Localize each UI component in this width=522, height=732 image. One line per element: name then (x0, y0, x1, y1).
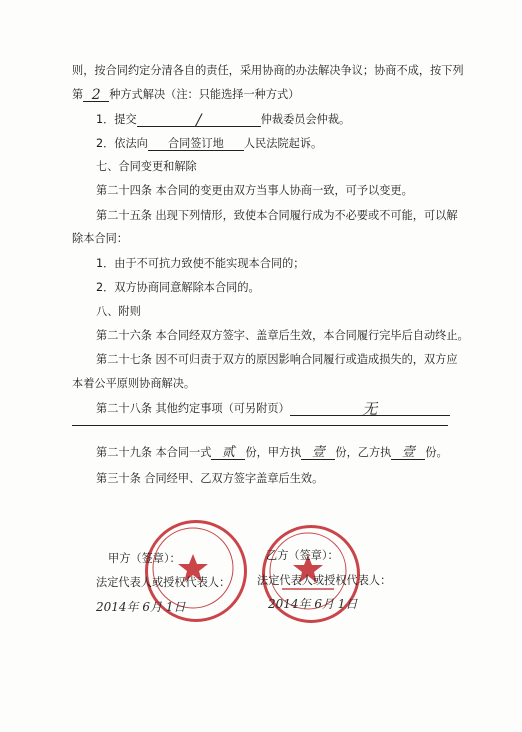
party-b-label: 乙方（签章）： (266, 549, 339, 562)
article-29-mid-1: 份，甲方执 (245, 446, 302, 459)
article-28-extra-line (72, 425, 448, 426)
article-25-line-2: 除本合同： (72, 232, 128, 245)
party-b-date: 2014年 6月 1日 (268, 597, 358, 611)
option-2-suffix: 人民法院起诉。 (243, 137, 323, 150)
article-25-line-1: 第二十五条 出现下列情形，致使本合同履行成为不必要或不可能，可以解 (96, 209, 458, 222)
article-25-item-2: 2．双方协商同意解除本合同的。 (96, 281, 260, 294)
option-2-label: 2．依法向 (96, 137, 148, 150)
handwritten-copies-total: 贰 (211, 446, 245, 460)
article-30: 第三十条 合同经甲、乙双方签字盖章后生效。 (96, 472, 324, 485)
article-29-mid-2: 份，乙方执 (335, 446, 392, 459)
article-24: 第二十四条 本合同的变更由双方当事人协商一致，可予以变更。 (96, 184, 413, 197)
article-28-line (96, 402, 450, 416)
section-8-heading: 八、附则 (96, 305, 141, 318)
section-7-heading: 七、合同变更和解除 (96, 160, 197, 173)
handwritten-choice: 2 (83, 88, 109, 102)
article-27-line-1: 第二十七条 因不可归责于双方的原因影响合同履行或造成损失的，双方应 (96, 353, 458, 366)
text-line-2 (72, 88, 299, 102)
party-a-label: 甲方（签章）： (108, 552, 181, 565)
party-a-date: 2014年 6月 1日 (96, 600, 186, 614)
text-prefix: 第 (72, 88, 84, 101)
handwritten-other-terms: 无 (290, 402, 450, 416)
article-29-line (96, 446, 448, 460)
article-25-item-1: 1．由于不可抗力致使不能实现本合同的； (96, 257, 305, 270)
option-2-line (96, 137, 322, 151)
option-1-suffix: 仲裁委员会仲裁。 (260, 113, 351, 126)
article-29-suffix: 份。 (425, 446, 448, 459)
option-1-label: 1．提交 (96, 113, 137, 126)
handwritten-copies-a: 壹 (301, 446, 335, 460)
handwritten-copies-b: 壹 (391, 446, 425, 460)
court-location-field: 合同签订地 (148, 137, 244, 151)
article-28-label: 第二十八条 其他约定事项（可另附页） (96, 402, 290, 415)
article-29-label: 第二十九条 本合同一式 (96, 446, 212, 459)
handwritten-arbitration-blank: / (137, 113, 261, 127)
party-b-representative: 法定代表人或授权代表人： (257, 574, 392, 587)
option-1-line (96, 110, 351, 129)
text-suffix: 种方式解决（注：只能选择一种方式） (109, 88, 300, 101)
text-line-1: 则，按合同约定分清各自的责任，采用协商的办法解决争议；协商不成，按下列 (72, 64, 464, 77)
article-26: 第二十六条 本合同经双方签字、盖章后生效，本合同履行完毕后自动终止。 (96, 329, 469, 342)
article-27-line-2: 本着公平原则协商解决。 (72, 377, 196, 390)
party-a-representative: 法定代表人或授权代表人： (96, 576, 231, 589)
